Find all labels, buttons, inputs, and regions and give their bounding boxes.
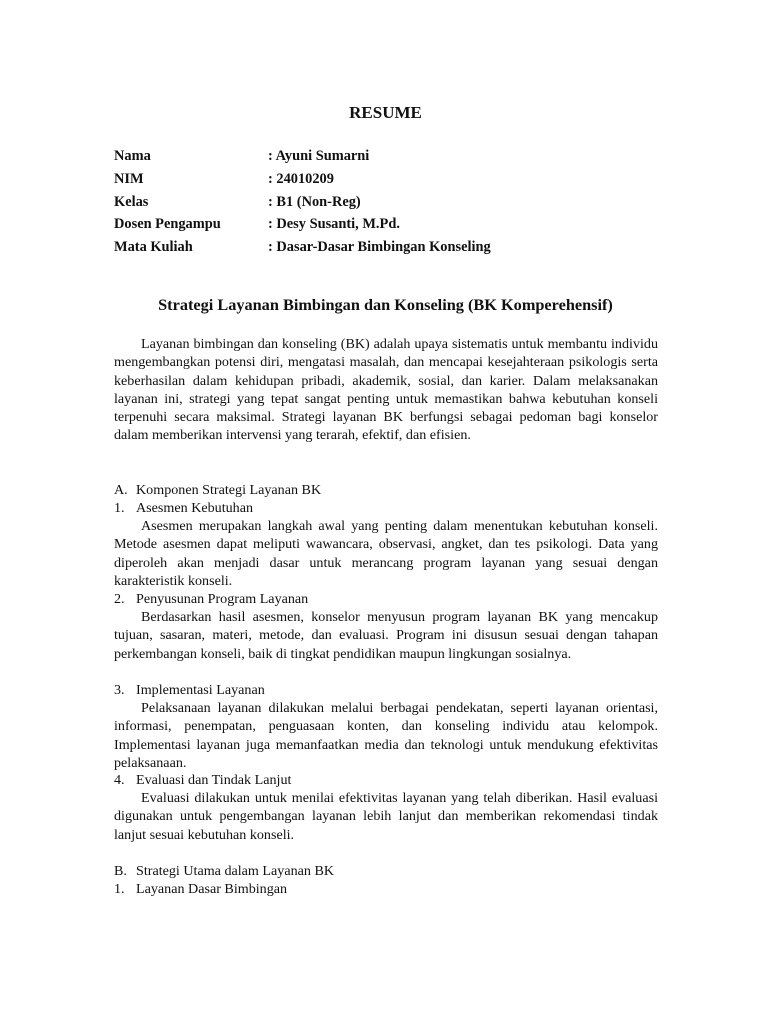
- list-item-heading: [114, 681, 658, 699]
- section-a-title: Komponen Strategi Layanan BK: [136, 482, 322, 498]
- identity-label: Nama: [114, 148, 151, 164]
- section-a-marker: A.: [114, 482, 128, 498]
- section-b-heading: [114, 862, 658, 880]
- document-title: RESUME: [349, 103, 422, 122]
- list-item-body: Berdasarkan hasil asesmen, konselor menyusun program layanan BK yang mencakup tujuan, sasaran, materi, metode, dan evaluasi. Program ini disusun sesuai dengan tahapan perkembangan konseli, baik di tingkat pendidikan maupun lingkungan sosialnya.: [114, 609, 658, 662]
- list-item-body: Evaluasi dilakukan untuk menilai efektivitas layanan yang telah diberikan. Hasil evaluasi digunakan untuk pengembangan layanan lebih lanjut dan memberikan rekomendasi tindak lanjut sesuai kebutuhan konseli.: [114, 790, 658, 843]
- identity-value: : Dasar-Dasar Bimbingan Konseling: [268, 239, 491, 256]
- section-title: Strategi Layanan Bimbingan dan Konseling (BK Komperehensif): [158, 295, 613, 314]
- section-b-marker: B.: [114, 863, 127, 879]
- list-item-title: Asesmen Kebutuhan: [136, 500, 254, 516]
- list-item-title: Implementasi Layanan: [136, 682, 265, 698]
- list-item-heading: [114, 590, 658, 608]
- identity-value: : Ayuni Sumarni: [268, 148, 370, 164]
- list-item-body: Asesmen merupakan langkah awal yang penting dalam menentukan kebutuhan konseli. Metode asesmen dapat meliputi wawancara, observasi, angket, dan tes psikologi. Data yang diperoleh akan menjadi dasar untuk merancang program layanan yang sesuai dengan karakteristik konseli.: [114, 518, 658, 589]
- list-item-title: Evaluasi dan Tindak Lanjut: [136, 772, 292, 788]
- list-item-marker: 2.: [114, 591, 125, 607]
- list-item-title: Layanan Dasar Bimbingan: [136, 881, 288, 897]
- identity-label: NIM: [114, 170, 144, 187]
- list-item-heading: [114, 880, 658, 898]
- identity-label: Mata Kuliah: [114, 239, 193, 256]
- identity-value: : Desy Susanti, M.Pd.: [268, 216, 400, 233]
- list-item-heading: [114, 499, 658, 517]
- identity-value: : 24010209: [268, 170, 334, 187]
- list-item-title: Penyusunan Program Layanan: [136, 591, 309, 607]
- list-item-marker: 4.: [114, 772, 125, 788]
- intro-paragraph: Layanan bimbingan dan konseling (BK) adalah upaya sistematis untuk membantu individu mengembangkan potensi diri, mengatasi masalah, dan mencapai kesejahteraan psikologis serta keberhasilan dalam kehidupan pribadi, akademik, sosial, dan karier. Dalam melaksanakan layanan ini, strategi yang tepat sangat penting untuk memastikan bahwa kebutuhan konseli terpenuhi secara maksimal. Strategi layanan BK berfungsi sebagai pedoman bagi konselor dalam memberikan intervensi yang terarah, efektif, dan efisien.: [114, 336, 658, 444]
- identity-label: Kelas: [114, 193, 149, 210]
- list-item-heading: [114, 771, 658, 789]
- section-a-heading: [114, 481, 658, 499]
- identity-value: : B1 (Non-Reg): [268, 193, 361, 210]
- list-item-marker: 3.: [114, 682, 125, 698]
- identity-label: Dosen Pengampu: [114, 216, 221, 233]
- list-item-body: Pelaksanaan layanan dilakukan melalui berbagai pendekatan, seperti layanan orientasi, informasi, penempatan, penguasaan konten, dan konseling individu atau kelompok. Implementasi layanan juga memanfaatkan media dan teknologi untuk mendukung efektivitas pelaksanaan.: [114, 700, 658, 771]
- list-item-marker: 1.: [114, 881, 125, 897]
- section-b-title: Strategi Utama dalam Layanan BK: [136, 863, 335, 879]
- list-item-marker: 1.: [114, 500, 125, 516]
